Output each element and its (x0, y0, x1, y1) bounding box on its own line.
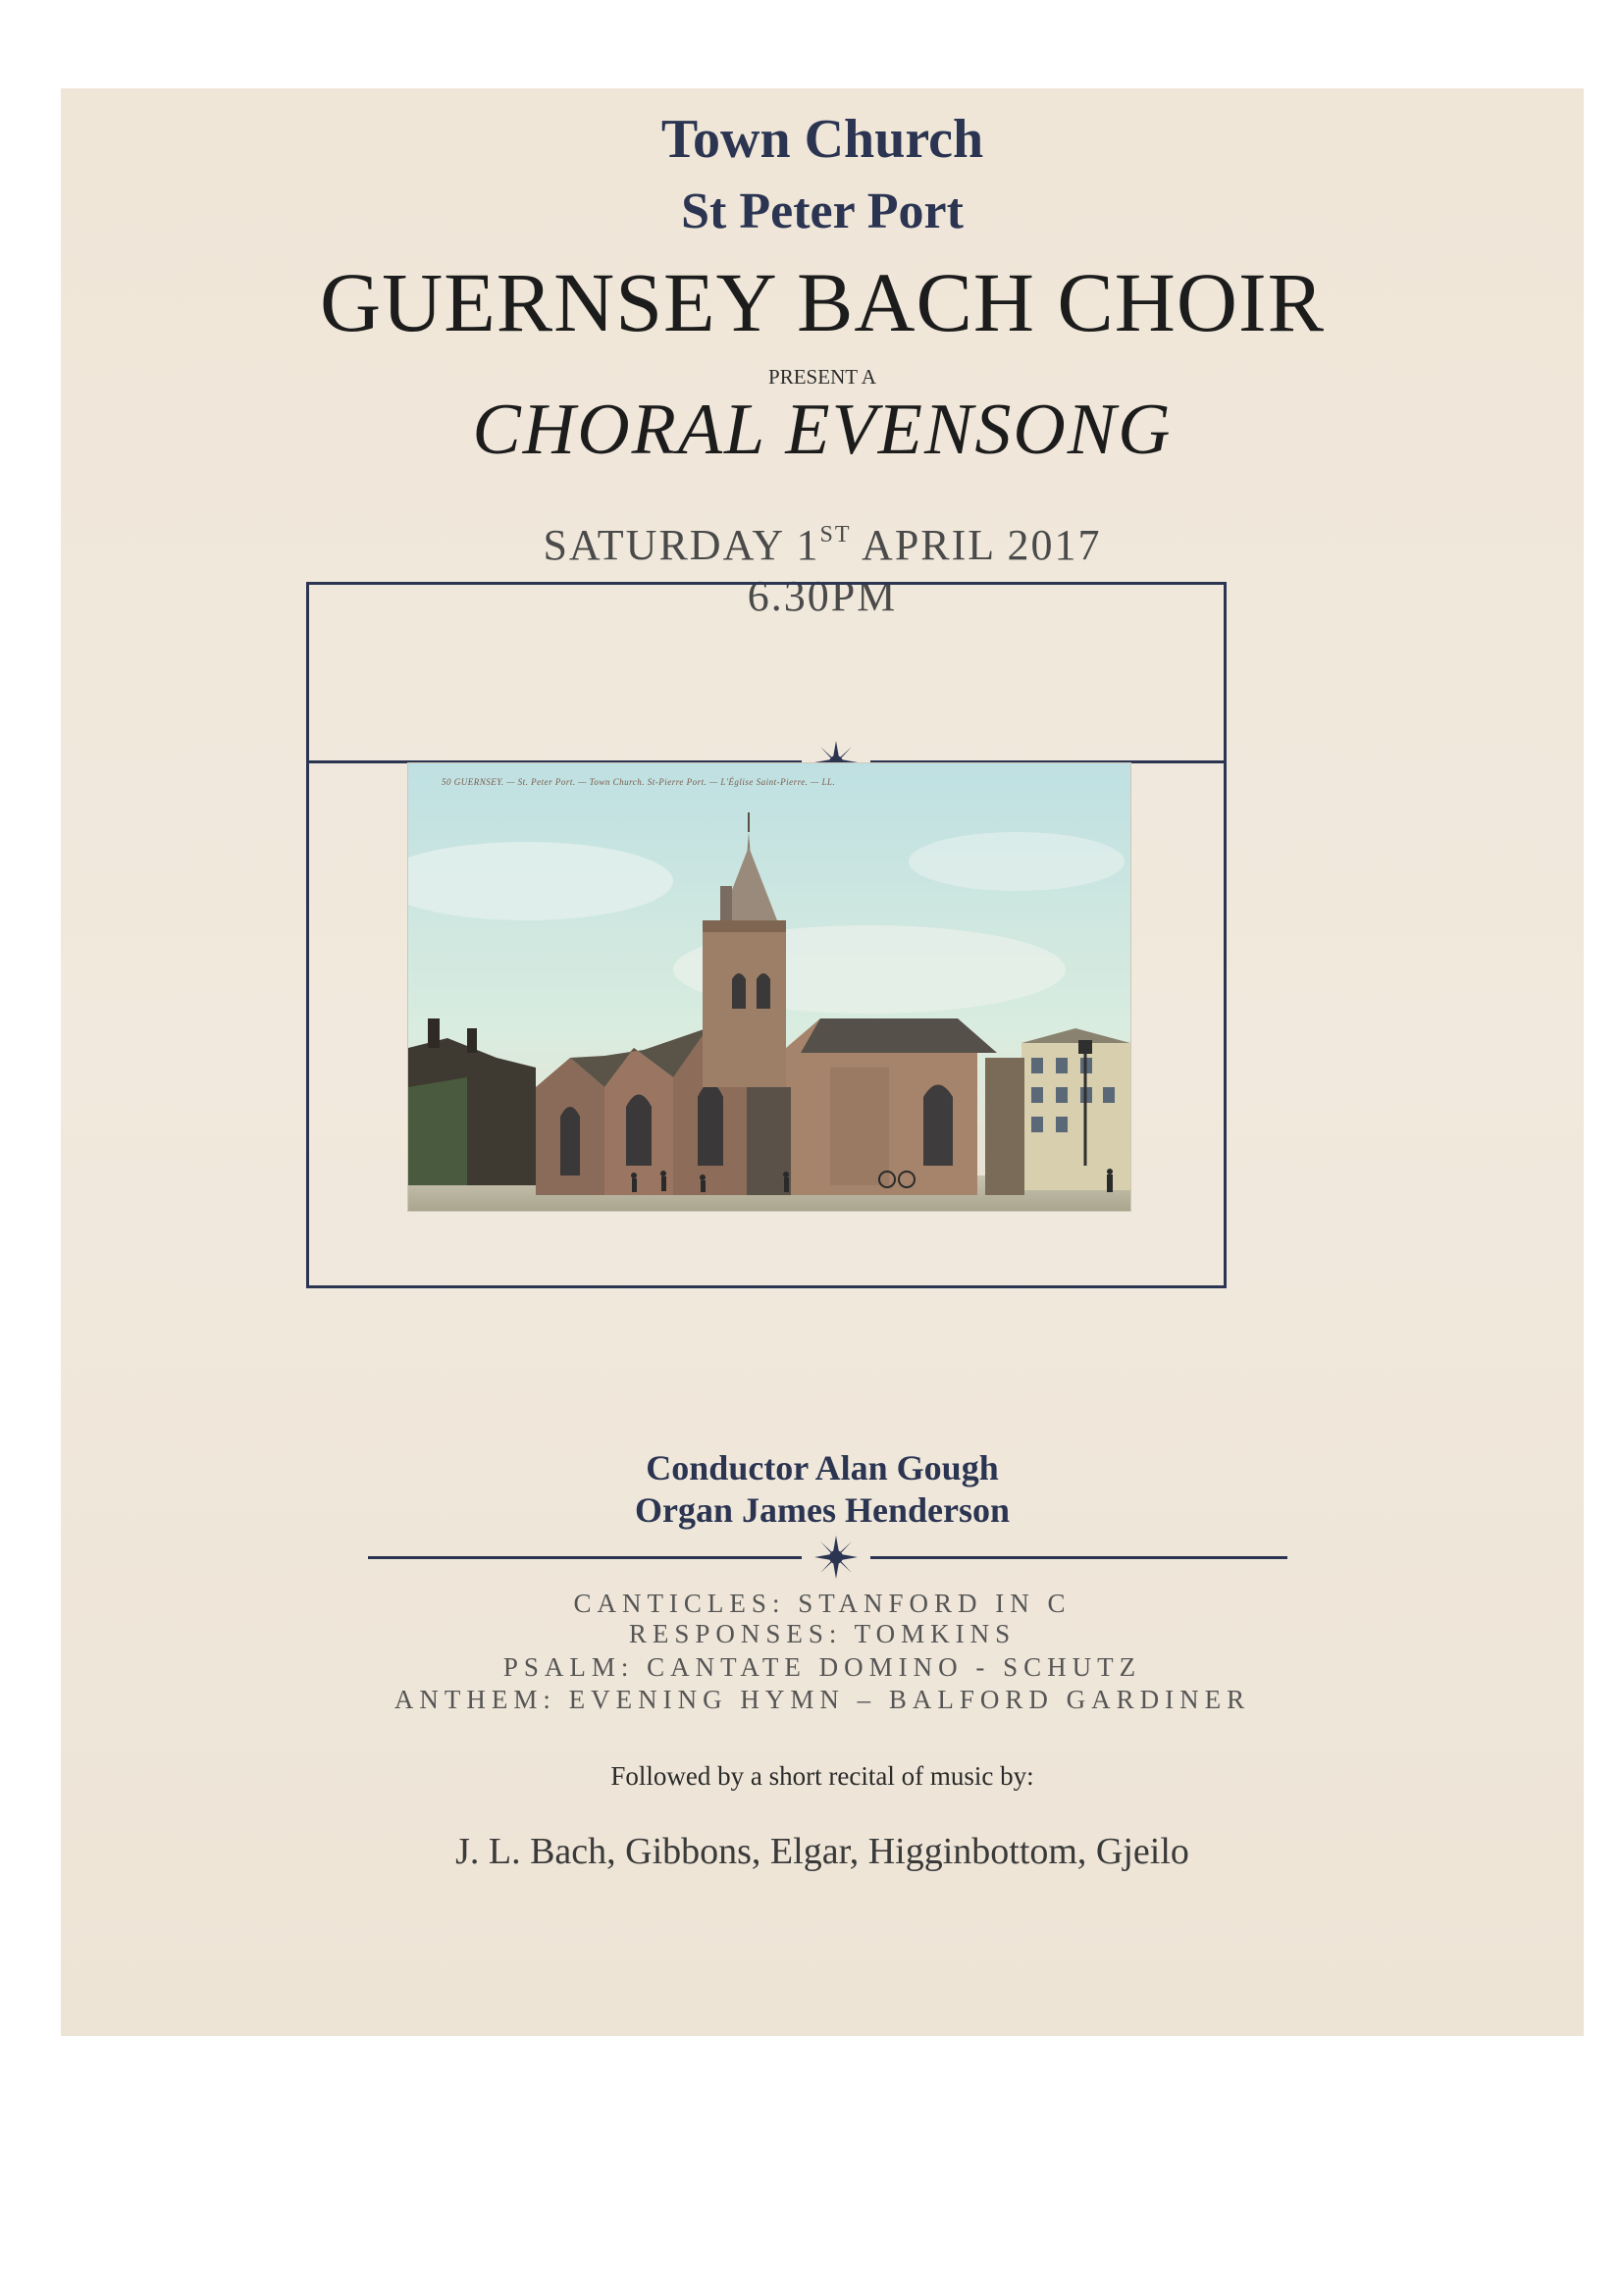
programme-item: CANTICLES: STANFORD IN C (573, 1589, 1072, 1618)
programme-item: ANTHEM: EVENING HYMN – BALFORD GARDINER (393, 1685, 1251, 1714)
lower-divider-right (870, 1556, 1287, 1559)
lower-divider-left (368, 1556, 802, 1559)
event-date (61, 520, 1584, 570)
present-label: PRESENT A (768, 365, 876, 389)
organ-credit: Organ James Henderson (635, 1490, 1010, 1530)
programme-item: PSALM: CANTATE DOMINO - SCHUTZ (502, 1652, 1142, 1682)
church-illustration (408, 763, 1130, 1211)
recital-intro: Followed by a short recital of music by: (610, 1761, 1034, 1791)
date-ordinal: ST (819, 522, 852, 548)
conductor-credit: Conductor Alan Gough (646, 1448, 999, 1487)
venue-line-1: Town Church (660, 109, 984, 170)
programme-item: RESPONSES: TOMKINS (628, 1619, 1017, 1648)
event-title: CHORAL EVENSONG (472, 390, 1173, 470)
star-ornament-icon (813, 1535, 859, 1580)
postcard-caption: 50 GUERNSEY. — St. Peter Port. — Town Church. St-Pierre Port. — L'Église Saint-Pierre. — LL. (442, 777, 836, 787)
church-postcard-image (407, 762, 1131, 1212)
date-suffix: APRIL 2017 (851, 521, 1102, 569)
date-prefix: SATURDAY 1 (543, 521, 820, 569)
event-time: 6.30PM (747, 572, 898, 620)
venue-line-2: St Peter Port (681, 183, 964, 239)
choir-title: GUERNSEY BACH CHOIR (320, 255, 1325, 349)
recital-composers: J. L. Bach, Gibbons, Elgar, Higginbottom, Gjeilo (455, 1831, 1189, 1872)
